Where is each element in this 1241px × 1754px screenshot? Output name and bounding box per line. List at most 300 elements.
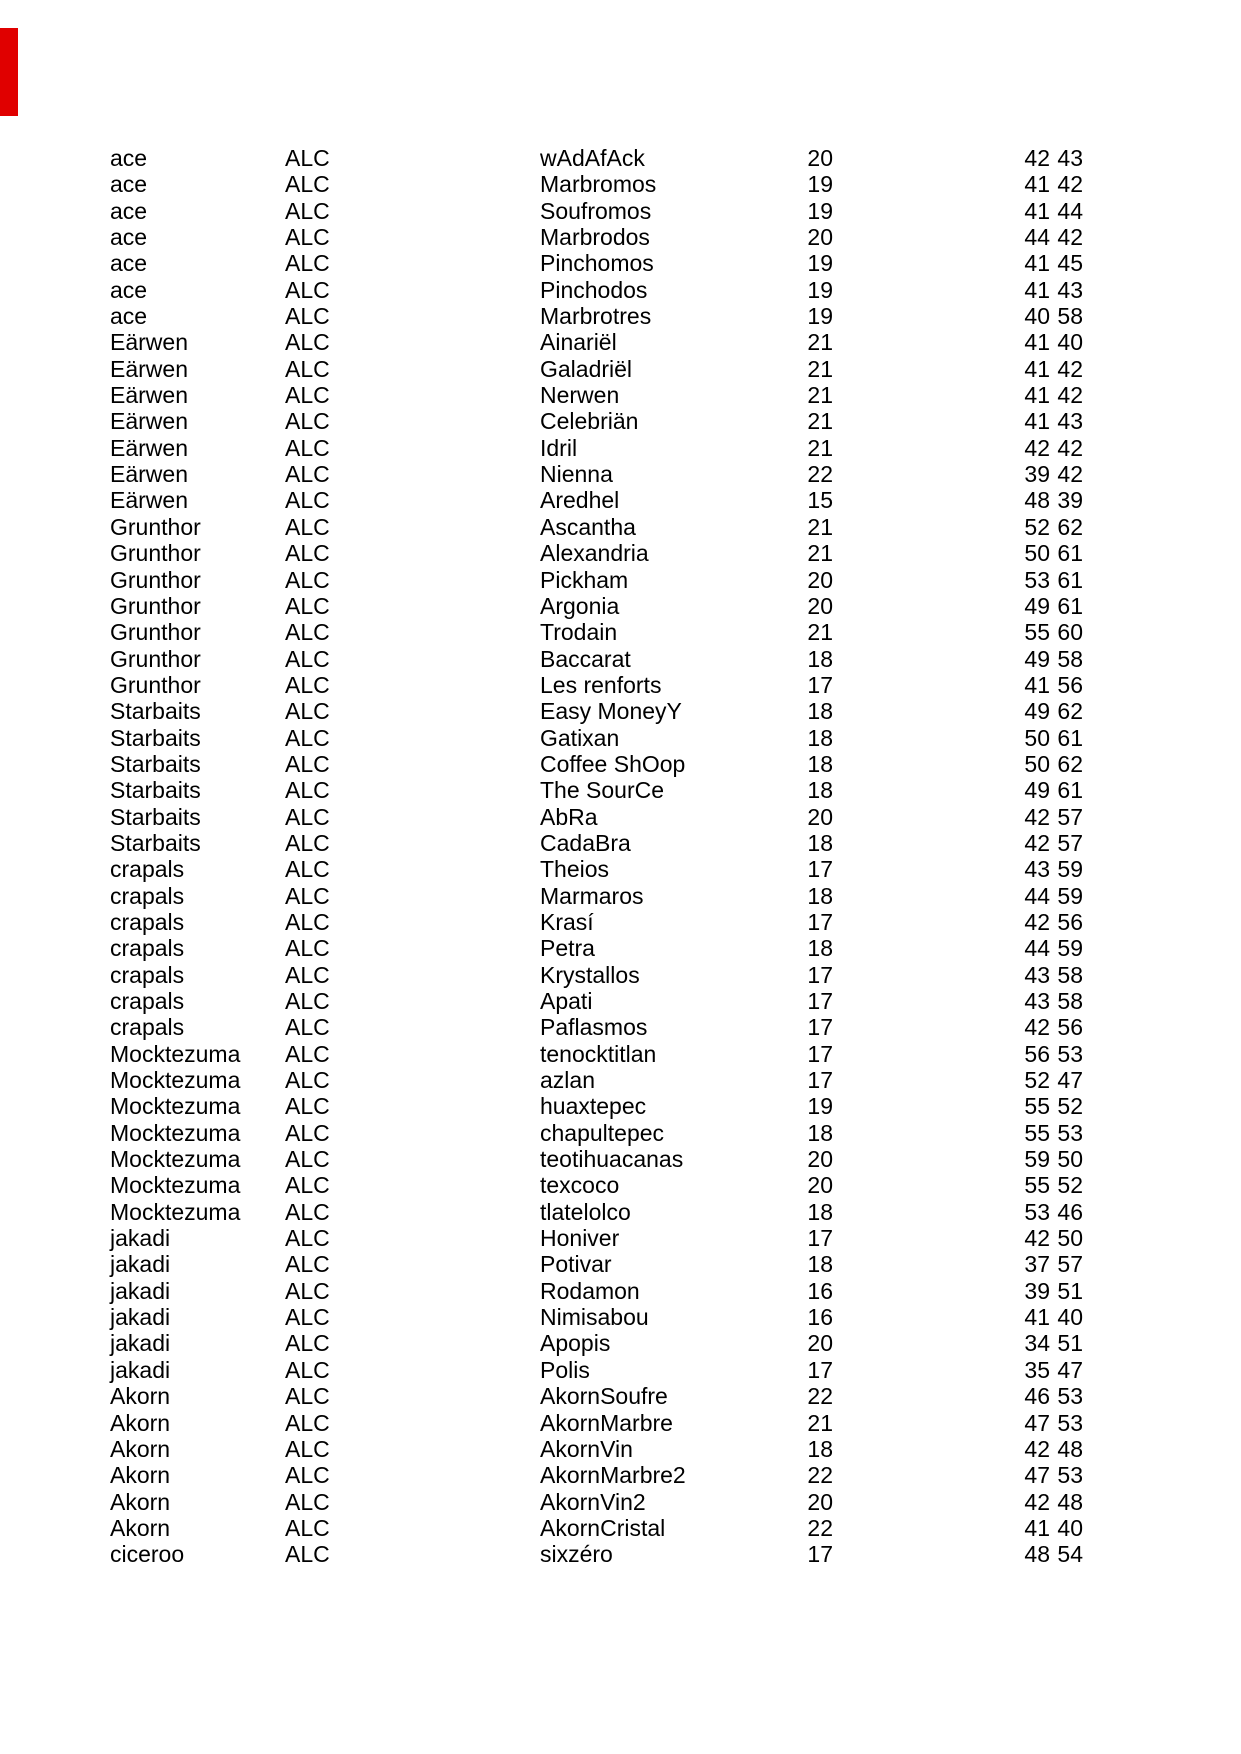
character-cell: The SourCe (540, 777, 665, 804)
table-row (0, 1014, 1241, 1040)
type-cell: ALC (285, 1435, 330, 1462)
stat1-cell: 42 (1024, 1225, 1050, 1252)
level-cell: 19 (807, 171, 833, 198)
team-cell: ace (110, 197, 148, 224)
type-cell: ALC (285, 961, 330, 988)
character-cell: Nimisabou (540, 1304, 649, 1331)
stat1-cell: 48 (1024, 1541, 1050, 1568)
type-cell: ALC (285, 619, 330, 646)
stat2-cell: 53 (1057, 1462, 1083, 1489)
team-cell: Mocktezuma (110, 1093, 241, 1120)
table-row (0, 303, 1241, 329)
stat2-cell: 61 (1057, 566, 1083, 593)
type-cell: ALC (285, 1172, 330, 1199)
table-row (0, 382, 1241, 408)
type-cell: ALC (285, 224, 330, 251)
table-row (0, 1330, 1241, 1356)
level-cell: 21 (807, 619, 833, 646)
character-cell: AkornVin (540, 1435, 633, 1462)
type-cell: ALC (285, 408, 330, 435)
stat1-cell: 41 (1024, 382, 1050, 409)
level-cell: 18 (807, 882, 833, 909)
table-row (0, 1093, 1241, 1119)
stat2-cell: 59 (1057, 935, 1083, 962)
stat1-cell: 46 (1024, 1383, 1050, 1410)
stat2-cell: 56 (1057, 1014, 1083, 1041)
team-cell: jakadi (110, 1330, 171, 1357)
character-cell: texcoco (540, 1172, 620, 1199)
character-cell: Nerwen (540, 382, 620, 409)
stat1-cell: 41 (1024, 329, 1050, 356)
table-row (0, 1146, 1241, 1172)
type-cell: ALC (285, 1462, 330, 1489)
stat1-cell: 52 (1024, 1067, 1050, 1094)
team-cell: Eärwen (110, 434, 188, 461)
table-row (0, 1410, 1241, 1436)
character-cell: sixzéro (540, 1541, 613, 1568)
type-cell: ALC (285, 303, 330, 330)
stat1-cell: 41 (1024, 197, 1050, 224)
level-cell: 16 (807, 1304, 833, 1331)
type-cell: ALC (285, 171, 330, 198)
type-cell: ALC (285, 487, 330, 514)
stat2-cell: 61 (1057, 777, 1083, 804)
stat2-cell: 42 (1057, 171, 1083, 198)
stat1-cell: 55 (1024, 1119, 1050, 1146)
type-cell: ALC (285, 145, 330, 171)
table-row (0, 1172, 1241, 1198)
stat1-cell: 50 (1024, 750, 1050, 777)
level-cell: 18 (807, 777, 833, 804)
type-cell: ALC (285, 434, 330, 461)
stat1-cell: 40 (1024, 303, 1050, 330)
level-cell: 21 (807, 382, 833, 409)
team-cell: jakadi (110, 1225, 171, 1252)
team-cell: Mocktezuma (110, 1198, 241, 1225)
type-cell: ALC (285, 829, 330, 856)
stat2-cell: 56 (1057, 671, 1083, 698)
table-row (0, 408, 1241, 434)
character-cell: Apati (540, 988, 593, 1014)
character-cell: Ainariël (540, 329, 617, 356)
team-cell: Mocktezuma (110, 1146, 241, 1173)
team-cell: crapals (110, 935, 185, 962)
team-cell: Mocktezuma (110, 1172, 241, 1199)
team-cell: crapals (110, 1014, 185, 1041)
stat2-cell: 51 (1057, 1330, 1083, 1357)
table-row (0, 1489, 1241, 1515)
character-cell: Apopis (540, 1330, 611, 1357)
table-row (0, 646, 1241, 672)
table-row (0, 1199, 1241, 1225)
level-cell: 22 (807, 461, 833, 488)
level-cell: 20 (807, 1172, 833, 1199)
type-cell: ALC (285, 1251, 330, 1278)
type-cell: ALC (285, 1040, 330, 1067)
type-cell: ALC (285, 671, 330, 698)
character-cell: Baccarat (540, 645, 631, 672)
table-row (0, 909, 1241, 935)
type-cell: ALC (285, 540, 330, 567)
stat1-cell: 53 (1024, 1198, 1050, 1225)
type-cell: ALC (285, 461, 330, 488)
character-cell: Pinchodos (540, 276, 648, 303)
type-cell: ALC (285, 1014, 330, 1041)
stat2-cell: 58 (1057, 303, 1083, 330)
stat1-cell: 44 (1024, 224, 1050, 251)
table-row (0, 751, 1241, 777)
stat2-cell: 62 (1057, 513, 1083, 540)
level-cell: 17 (807, 1067, 833, 1094)
type-cell: ALC (285, 988, 330, 1014)
stat2-cell: 42 (1057, 355, 1083, 382)
type-cell: ALC (285, 724, 330, 751)
character-cell: AbRa (540, 803, 598, 830)
character-cell: Potivar (540, 1251, 612, 1278)
table-row (0, 1357, 1241, 1383)
team-cell: Akorn (110, 1514, 171, 1541)
character-cell: Pinchomos (540, 250, 654, 277)
character-cell: huaxtepec (540, 1093, 647, 1120)
character-cell: Pickham (540, 566, 629, 593)
stat2-cell: 46 (1057, 1198, 1083, 1225)
table-row (0, 1462, 1241, 1488)
table-row (0, 698, 1241, 724)
team-cell: Mocktezuma (110, 1119, 241, 1146)
stat1-cell: 50 (1024, 540, 1050, 567)
team-cell: Eärwen (110, 382, 188, 409)
level-cell: 19 (807, 250, 833, 277)
stat2-cell: 45 (1057, 250, 1083, 277)
team-cell: ace (110, 303, 148, 330)
team-cell: Starbaits (110, 829, 201, 856)
table-row (0, 804, 1241, 830)
character-cell: Marbromos (540, 171, 657, 198)
character-cell: Petra (540, 935, 595, 962)
table-row (0, 250, 1241, 276)
stat2-cell: 40 (1057, 329, 1083, 356)
stat1-cell: 43 (1024, 856, 1050, 883)
team-cell: jakadi (110, 1304, 171, 1331)
table-row (0, 567, 1241, 593)
type-cell: ALC (285, 882, 330, 909)
stat2-cell: 50 (1057, 1146, 1083, 1173)
character-cell: Celebriän (540, 408, 639, 435)
stat1-cell: 41 (1024, 355, 1050, 382)
stat1-cell: 41 (1024, 276, 1050, 303)
team-cell: Mocktezuma (110, 1067, 241, 1094)
level-cell: 17 (807, 856, 833, 883)
character-cell: azlan (540, 1067, 595, 1094)
type-cell: ALC (285, 803, 330, 830)
stat1-cell: 41 (1024, 408, 1050, 435)
character-cell: Soufromos (540, 197, 652, 224)
level-cell: 21 (807, 540, 833, 567)
type-cell: ALC (285, 1488, 330, 1515)
character-cell: Trodain (540, 619, 618, 646)
team-cell: ace (110, 224, 148, 251)
character-cell: AkornMarbre (540, 1409, 673, 1436)
table-row (0, 1067, 1241, 1093)
stat2-cell: 47 (1057, 1067, 1083, 1094)
table-row (0, 988, 1241, 1014)
stat1-cell: 37 (1024, 1251, 1050, 1278)
level-cell: 17 (807, 1356, 833, 1383)
team-cell: ace (110, 250, 148, 277)
character-cell: Marbrotres (540, 303, 652, 330)
stat1-cell: 47 (1024, 1409, 1050, 1436)
character-cell: Polis (540, 1356, 590, 1383)
stat1-cell: 35 (1024, 1356, 1050, 1383)
character-cell: Krasí (540, 908, 594, 935)
team-cell: jakadi (110, 1251, 171, 1278)
type-cell: ALC (285, 856, 330, 883)
stat1-cell: 44 (1024, 882, 1050, 909)
type-cell: ALC (285, 1330, 330, 1357)
table-row (0, 1041, 1241, 1067)
type-cell: ALC (285, 1356, 330, 1383)
table-row (0, 487, 1241, 513)
team-cell: ciceroo (110, 1541, 185, 1568)
stat1-cell: 41 (1024, 1514, 1050, 1541)
team-cell: Grunthor (110, 671, 201, 698)
level-cell: 21 (807, 355, 833, 382)
table-row (0, 1251, 1241, 1277)
level-cell: 22 (807, 1462, 833, 1489)
stat1-cell: 42 (1024, 145, 1050, 171)
level-cell: 18 (807, 1119, 833, 1146)
table-row (0, 593, 1241, 619)
level-cell: 20 (807, 803, 833, 830)
type-cell: ALC (285, 1198, 330, 1225)
stat2-cell: 53 (1057, 1119, 1083, 1146)
stat2-cell: 60 (1057, 619, 1083, 646)
level-cell: 18 (807, 698, 833, 725)
stat1-cell: 52 (1024, 513, 1050, 540)
character-cell: Idril (540, 434, 578, 461)
stat1-cell: 41 (1024, 671, 1050, 698)
team-cell: crapals (110, 908, 185, 935)
type-cell: ALC (285, 1541, 330, 1568)
table-row (0, 1120, 1241, 1146)
stat2-cell: 58 (1057, 961, 1083, 988)
team-cell: Starbaits (110, 750, 201, 777)
type-cell: ALC (285, 382, 330, 409)
type-cell: ALC (285, 1093, 330, 1120)
type-cell: ALC (285, 355, 330, 382)
stat1-cell: 42 (1024, 1435, 1050, 1462)
table-row (0, 435, 1241, 461)
level-cell: 19 (807, 303, 833, 330)
level-cell: 21 (807, 408, 833, 435)
type-cell: ALC (285, 908, 330, 935)
stat2-cell: 50 (1057, 1225, 1083, 1252)
stat1-cell: 55 (1024, 1172, 1050, 1199)
stat1-cell: 42 (1024, 803, 1050, 830)
table-row (0, 224, 1241, 250)
type-cell: ALC (285, 935, 330, 962)
team-cell: Akorn (110, 1435, 171, 1462)
stat2-cell: 59 (1057, 882, 1083, 909)
stat1-cell: 55 (1024, 619, 1050, 646)
stat2-cell: 61 (1057, 724, 1083, 751)
level-cell: 17 (807, 908, 833, 935)
team-cell: Grunthor (110, 566, 201, 593)
level-cell: 20 (807, 224, 833, 251)
type-cell: ALC (285, 592, 330, 619)
type-cell: ALC (285, 513, 330, 540)
character-cell: Aredhel (540, 487, 620, 514)
character-cell: Nienna (540, 461, 613, 488)
level-cell: 21 (807, 329, 833, 356)
stat2-cell: 43 (1057, 408, 1083, 435)
level-cell: 18 (807, 645, 833, 672)
character-cell: AkornMarbre2 (540, 1462, 686, 1489)
stat2-cell: 42 (1057, 224, 1083, 251)
table-row (0, 1304, 1241, 1330)
character-cell: Marbrodos (540, 224, 650, 251)
table-row (0, 461, 1241, 487)
team-cell: Grunthor (110, 592, 201, 619)
level-cell: 17 (807, 1040, 833, 1067)
stat1-cell: 39 (1024, 1277, 1050, 1304)
type-cell: ALC (285, 197, 330, 224)
type-cell: ALC (285, 276, 330, 303)
stat2-cell: 56 (1057, 908, 1083, 935)
stat2-cell: 44 (1057, 197, 1083, 224)
team-cell: Grunthor (110, 645, 201, 672)
stat1-cell: 47 (1024, 1462, 1050, 1489)
stat2-cell: 40 (1057, 1304, 1083, 1331)
roster-table (0, 145, 1241, 1568)
stat2-cell: 53 (1057, 1040, 1083, 1067)
level-cell: 21 (807, 513, 833, 540)
team-cell: Mocktezuma (110, 1040, 241, 1067)
stat2-cell: 48 (1057, 1435, 1083, 1462)
team-cell: Starbaits (110, 698, 201, 725)
level-cell: 20 (807, 566, 833, 593)
character-cell: Les renforts (540, 671, 662, 698)
level-cell: 22 (807, 1383, 833, 1410)
team-cell: ace (110, 171, 148, 198)
type-cell: ALC (285, 250, 330, 277)
level-cell: 17 (807, 1014, 833, 1041)
character-cell: AkornCristal (540, 1514, 666, 1541)
stat1-cell: 39 (1024, 461, 1050, 488)
table-row (0, 1541, 1241, 1567)
stat1-cell: 55 (1024, 1093, 1050, 1120)
table-row (0, 277, 1241, 303)
type-cell: ALC (285, 1514, 330, 1541)
character-cell: chapultepec (540, 1119, 665, 1146)
stat2-cell: 57 (1057, 829, 1083, 856)
character-cell: Ascantha (540, 513, 636, 540)
stat1-cell: 43 (1024, 988, 1050, 1014)
level-cell: 21 (807, 1409, 833, 1436)
stat2-cell: 57 (1057, 1251, 1083, 1278)
team-cell: Eärwen (110, 408, 188, 435)
table-row (0, 1225, 1241, 1251)
level-cell: 18 (807, 724, 833, 751)
stat2-cell: 53 (1057, 1383, 1083, 1410)
stat2-cell: 61 (1057, 592, 1083, 619)
type-cell: ALC (285, 1409, 330, 1436)
table-row (0, 962, 1241, 988)
table-row (0, 514, 1241, 540)
character-cell: Gatixan (540, 724, 620, 751)
table-row (0, 935, 1241, 961)
table-row (0, 830, 1241, 856)
level-cell: 20 (807, 1146, 833, 1173)
team-cell: Grunthor (110, 619, 201, 646)
level-cell: 18 (807, 935, 833, 962)
stat1-cell: 43 (1024, 961, 1050, 988)
level-cell: 19 (807, 276, 833, 303)
level-cell: 18 (807, 1435, 833, 1462)
table-row (0, 1278, 1241, 1304)
stat1-cell: 53 (1024, 566, 1050, 593)
level-cell: 18 (807, 750, 833, 777)
stat2-cell: 58 (1057, 645, 1083, 672)
stat1-cell: 44 (1024, 935, 1050, 962)
type-cell: ALC (285, 1277, 330, 1304)
stat2-cell: 43 (1057, 276, 1083, 303)
stat2-cell: 40 (1057, 1514, 1083, 1541)
stat2-cell: 53 (1057, 1409, 1083, 1436)
stat1-cell: 41 (1024, 250, 1050, 277)
team-cell: Eärwen (110, 487, 188, 514)
team-cell: Starbaits (110, 803, 201, 830)
table-row (0, 856, 1241, 882)
stat2-cell: 59 (1057, 856, 1083, 883)
character-cell: Krystallos (540, 961, 640, 988)
stat2-cell: 62 (1057, 698, 1083, 725)
stat1-cell: 34 (1024, 1330, 1050, 1357)
team-cell: Eärwen (110, 329, 188, 356)
team-cell: Akorn (110, 1488, 171, 1515)
table-row (0, 1436, 1241, 1462)
stat1-cell: 49 (1024, 698, 1050, 725)
table-row (0, 883, 1241, 909)
character-cell: teotihuacanas (540, 1146, 684, 1173)
team-cell: Starbaits (110, 777, 201, 804)
stat1-cell: 49 (1024, 645, 1050, 672)
character-cell: Marmaros (540, 882, 644, 909)
stat2-cell: 52 (1057, 1093, 1083, 1120)
character-cell: AkornVin2 (540, 1488, 646, 1515)
character-cell: Coffee ShOop (540, 750, 686, 777)
type-cell: ALC (285, 698, 330, 725)
level-cell: 17 (807, 961, 833, 988)
character-cell: AkornSoufre (540, 1383, 668, 1410)
stat2-cell: 57 (1057, 803, 1083, 830)
table-row (0, 672, 1241, 698)
team-cell: ace (110, 145, 148, 171)
type-cell: ALC (285, 566, 330, 593)
character-cell: Galadriël (540, 355, 633, 382)
type-cell: ALC (285, 1067, 330, 1094)
level-cell: 18 (807, 829, 833, 856)
level-cell: 18 (807, 1198, 833, 1225)
table-row (0, 725, 1241, 751)
character-cell: Theios (540, 856, 610, 883)
level-cell: 15 (807, 487, 833, 514)
team-cell: ace (110, 276, 148, 303)
type-cell: ALC (285, 1146, 330, 1173)
level-cell: 16 (807, 1277, 833, 1304)
type-cell: ALC (285, 750, 330, 777)
type-cell: ALC (285, 1304, 330, 1331)
